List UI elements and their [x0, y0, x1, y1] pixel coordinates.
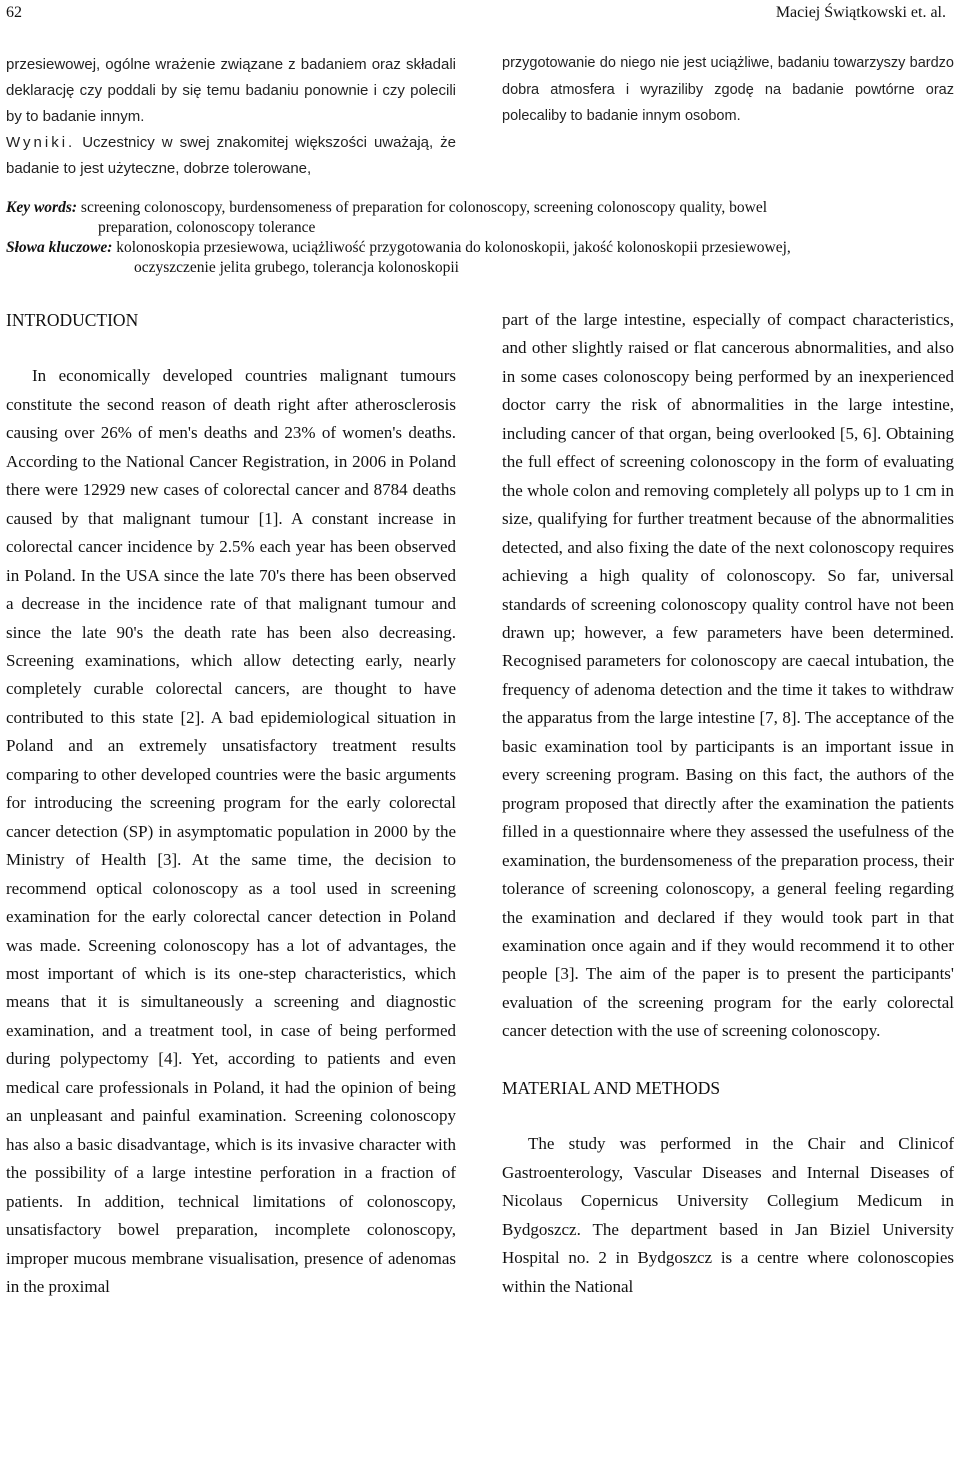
keywords-pl-cont: [6, 258, 956, 278]
abstract-text: przygotowanie do niego nie jest uciążliwe, badaniu towarzyszy bardzo dobra atmosfera i wyraziliby zgodę na badanie powtórne oraz polecaliby to badanie innym osobom.: [502, 55, 954, 124]
keywords-pl-text: oczyszczenie jelita grubego, tolerancja kolonoskopii: [134, 259, 459, 276]
page-header: [6, 4, 956, 26]
section-heading-methods: MATERIAL AND METHODS: [502, 1077, 721, 1098]
paragraph: The study was performed in the Chair and Clinicof Gastroenterology, Vascular Diseases and Internal Diseases of Nicolaus Copernicus University Collegium Medicum in Bydgoszcz. The department based in Jan Biziel University Hospital no. 2 in Bydgoszcz is a centre where colonoscopies within the National: [502, 1134, 954, 1296]
keywords-pl: [6, 238, 956, 258]
keywords-en-text: screening colonoscopy, burdensomeness of preparation for colonoscopy, screening colonoscopy quality, bowel: [80, 199, 768, 216]
paragraph: In economically developed countries malignant tumours constitute the second reason of death right after atherosclerosis causing over 26% of men's deaths and 23% of women's deaths. According to the National Cancer Registration, in 2006 in Poland there were 12929 new cases of colorectal cancer and 8784 deaths caused by that malignant tumour [1]. A constant increase in colorectal cancer incidence by 2.5% each year has been observed in Poland. In the USA since the late 70's there has been observed a decrease in the incidence rate of that malignant tumour and since the late 90's the death rate has been also decreasing. Screening examinations, which allow detecting early, nearly completely curable colorectal cancers, are thought to have contributed to this state [2]. A bad epidemiological situation in Poland and an extremely unsatisfactory treatment results comparing to other developed countries were the basic arguments for introducing the screening program for the early colorectal cancer detection (SP) in asymptomatic population in 2000 by the Ministry of Health [3]. At the same time, the decision to recommend optical colonoscopy as a tool used in screening examination for the early colorectal cancer detection in Poland was made. Screening colonoscopy has a lot of advantages, the most important of which is its one-step characteristics, which means that it is simultaneously a screening and diagnostic examination, and a treatment tool, in case of being performed during polypectomy [4]. Yet, according to patients and even medical care professionals in Poland, it had the opinion of being an unpleasant and painful examination. Screening colonoscopy has also a basic disadvantage, which is its invasive character with the possibility of a large intestine perforation in a fraction of patients. In addition, technical limitations of colonoscopy, unsatisfactory bowel preparation, incomplete colonoscopy, improper mucous membrane visualisation, presence of adenomas in the proximal: [6, 366, 456, 1296]
keywords-en-label: Key words:: [6, 199, 78, 216]
keywords-en: [6, 198, 956, 218]
running-head-authors: Maciej Świątkowski et. al.: [775, 4, 946, 21]
abstract-left-column: [6, 52, 456, 182]
body-left-column: [6, 306, 456, 1301]
page-number: 62: [6, 4, 22, 21]
abstract-text: przesiewowej, ogólne wrażenie związane z badaniem oraz składali deklarację czy poddali by się temu badaniu ponownie i czy polecili by to badanie innym.: [6, 56, 456, 125]
section-heading-introduction: INTRODUCTION: [6, 310, 139, 330]
abstract-right-column: [502, 50, 954, 130]
keywords-pl-text: kolonoskopia przesiewowa, uciążliwość przygotowania do kolonoskopii, jakość kolonoskopii przesiewowej,: [116, 239, 791, 256]
results-label: Wyniki.: [6, 134, 76, 151]
keywords-pl-label: Słowa kluczowe:: [6, 239, 113, 256]
keywords-en-cont: [6, 218, 956, 238]
abstract-text: Uczestnicy w swej znakomitej większości uważają, że badanie to jest użyteczne, dobrze tolerowane,: [6, 134, 456, 177]
paragraph: part of the large intestine, especially of compact characteristics, and other slightly raised or flat cancerous abnormalities, and also in some cases colonoscopy being performed by an inexperienced doctor carry the risk of abnormalities in the large intestine, including cancer of that organ, being overlooked [5, 6]. Obtaining the full effect of screening colonoscopy in the form of evaluating the whole colon and removing completely all polyps up to 1 cm in size, qualifying for further treatment because of the abnormalities detected, and also fixing the date of the next colonoscopy requires achieving a high quality of colonoscopy. So far, universal standards of screening colonoscopy quality control have not been drawn up; however, a few parameters have been determined. Recognised parameters for colonoscopy are caecal intubation, the frequency of adenoma detection and the time it takes to withdraw the apparatus from the large intestine [7, 8]. The acceptance of the basic examination tool by participants is an important issue in every screening program. Basing on this fact, the authors of the program proposed that directly after the examination the patients filled in a questionnaire where they assessed the usefulness of the examination, the burdensomeness of the preparation process, their tolerance of screening colonoscopy, a general feeling regarding the examination and declared if they would took part in that examination once again and if they would recommend it to other people [3]. The aim of the paper is to present the participants' evaluation of the screening program for the early colorectal cancer detection with the use of screening colonoscopy.: [502, 310, 954, 1041]
body-right-column: [502, 306, 954, 1301]
keywords-block: [6, 198, 956, 278]
keywords-en-text: preparation, colonoscopy tolerance: [98, 219, 316, 236]
